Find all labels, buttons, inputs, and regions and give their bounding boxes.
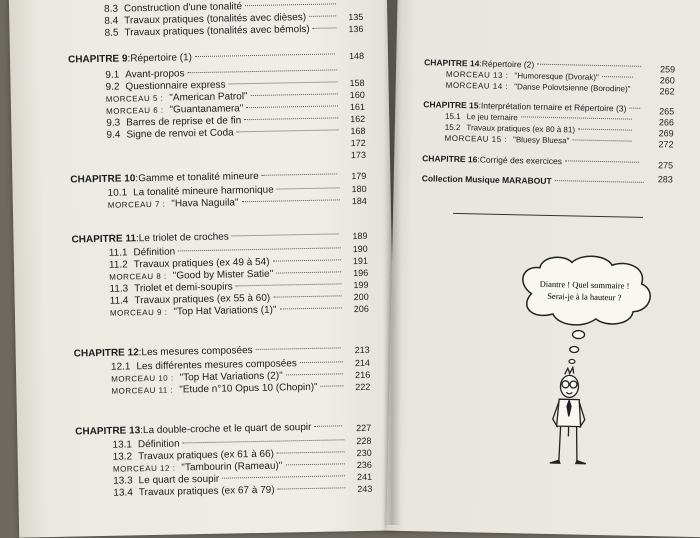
dot-leader [277, 451, 345, 453]
chapter-title: La double-croche et le quart de soupir [143, 422, 312, 436]
dot-leader [555, 180, 644, 183]
entry-title: "Guantanamera" [169, 103, 243, 115]
chapter-heading[interactable] [75, 421, 345, 437]
entry-title: Travaux pratiques (ex 55 à 60) [134, 293, 270, 307]
dot-leader [629, 108, 640, 109]
right-page [386, 0, 700, 537]
entry-number: MORCEAU 11 : [111, 386, 173, 396]
entry-number: MORCEAU 8 : [109, 272, 167, 282]
collection-line[interactable] [422, 173, 647, 188]
chapter-colon: : [136, 233, 139, 244]
page-number: 160 [341, 90, 365, 100]
bubble-text-line2: Serai-je à la hauteur ? [547, 291, 622, 303]
dot-leader [272, 259, 340, 261]
page-number: 272 [649, 139, 673, 150]
page-number: 148 [340, 51, 364, 61]
chapter-colon: : [135, 173, 138, 184]
chapter-label: CHAPITRE 12 [74, 347, 139, 359]
chapter-label: CHAPITRE 9 [68, 53, 128, 65]
page-number: 222 [346, 382, 370, 392]
chapter-colon: : [479, 58, 482, 68]
entry-number: MORCEAU 5 : [106, 94, 164, 104]
entry-number: 15.1 [445, 112, 461, 121]
page-number: 136 [339, 24, 363, 34]
chapter-heading[interactable] [68, 49, 338, 65]
chapter-title: Le triolet de croches [139, 232, 229, 245]
thinking-man-illustration [507, 253, 662, 486]
page-number: 206 [345, 304, 369, 314]
dot-leader [278, 487, 346, 489]
chapter-colon: : [477, 154, 480, 164]
chapter-label: CHAPITRE 15 [423, 99, 478, 110]
dot-leader [565, 160, 639, 163]
dot-leader [183, 439, 345, 443]
entry-number: 11.1 [109, 247, 128, 258]
entry-number: MORCEAU 14 : [446, 81, 509, 91]
toc-entry[interactable] [446, 81, 636, 94]
dot-leader [602, 76, 633, 78]
entry-number: MORCEAU 10 : [111, 374, 174, 384]
entry-title: Signe de renvoi et Coda [126, 127, 233, 140]
entry-title: Travaux pratiques (tonalités avec bémols) [124, 24, 309, 39]
left-page [9, 0, 397, 538]
dot-leader [313, 27, 337, 28]
toc-entry[interactable] [445, 134, 635, 147]
page-number: 216 [346, 370, 370, 380]
entry-title: Travaux pratiques (ex 67 à 79) [139, 485, 275, 499]
thought-bubble [522, 255, 651, 327]
entry-number: 11.3 [109, 283, 128, 294]
chapter-heading[interactable] [71, 229, 341, 245]
page-number: 184 [343, 196, 367, 206]
dot-leader [285, 463, 345, 465]
chapter-label: CHAPITRE 10 [70, 173, 135, 185]
entry-number: 9.3 [106, 118, 120, 129]
entry-title: Le quart de soupir [139, 474, 220, 487]
entry-number: 9.1 [105, 70, 119, 81]
page-number: 172 [342, 138, 366, 148]
page-number: 180 [342, 184, 366, 194]
entry-number: MORCEAU 12 : [113, 464, 176, 474]
chapter-title: Les mesures composées [141, 345, 252, 358]
page-number: 283 [649, 174, 673, 185]
page-number: 190 [344, 244, 368, 254]
page-number: 236 [348, 460, 372, 470]
page-number: 135 [339, 12, 363, 22]
bubble-text-line1: Diantre ! Quel sommaire ! [540, 279, 630, 291]
chapter-title: Gamme et tonalité mineure [138, 171, 259, 184]
entry-title: "Danse Polovtsienne (Borodine)" [514, 82, 631, 93]
entry-title: Construction d'une tonalité [124, 1, 242, 14]
chapter-colon: : [140, 425, 143, 436]
book-gutter [383, 0, 401, 525]
page-number: 266 [650, 117, 674, 128]
dot-leader [521, 116, 632, 119]
dot-leader [277, 187, 340, 189]
collection-label: Collection Musique MARABOUT [422, 173, 552, 186]
dot-leader [321, 385, 344, 386]
dot-leader [279, 307, 341, 309]
entry-title: Travaux pratiques (tonalités avec dièses) [124, 12, 306, 26]
entry-number: 15.2 [445, 123, 461, 132]
page-number: 262 [651, 86, 675, 97]
page-number: 191 [344, 256, 368, 266]
dot-leader [244, 117, 338, 120]
chapter-title: Répertoire (1) [130, 52, 192, 64]
entry-title: Définition [138, 438, 180, 450]
entry-title: "Top Hat Variations (1)" [173, 305, 276, 318]
chapter-label: CHAPITRE 11 [71, 233, 136, 245]
entry-number: MORCEAU 13 : [446, 70, 509, 80]
entry-number: 8.5 [104, 28, 118, 39]
page-number: 189 [343, 231, 367, 241]
page-number: 173 [342, 150, 366, 160]
thought-dot-small [569, 359, 575, 363]
entry-number: 13.1 [112, 439, 132, 450]
dot-leader [245, 3, 336, 6]
chapter-label: CHAPITRE 14 [424, 57, 479, 68]
thought-dot-medium [570, 346, 579, 352]
entry-title: "Bluesy Bluesa" [513, 135, 570, 145]
dot-leader [195, 53, 335, 57]
page-number: 158 [340, 78, 364, 88]
dot-leader [273, 295, 341, 297]
entry-title: Travaux pratiques (ex 49 à 54) [134, 257, 270, 271]
page-number: 161 [341, 102, 365, 112]
entry-number: MORCEAU 7 : [108, 200, 166, 210]
dot-leader [537, 64, 641, 67]
page-number: 196 [344, 268, 368, 278]
dot-leader [309, 15, 336, 17]
dot-leader [178, 247, 341, 251]
entry-title: "Etude n°10 Opus 10 (Chopin)" [179, 382, 318, 396]
dot-leader [286, 373, 343, 375]
page-number: 259 [651, 64, 675, 75]
entry-number: 11.2 [109, 259, 128, 270]
entry-number: 9.2 [105, 82, 119, 93]
entry-title: Avant-propos [125, 68, 184, 80]
chapter-colon: : [127, 53, 130, 64]
entry-number: 13.3 [113, 475, 133, 486]
entry-number: 13.2 [113, 451, 133, 462]
entry-number: 8.4 [104, 16, 118, 27]
entry-title: Travaux pratiques (ex 80 à 81) [466, 123, 575, 134]
chapter-title: Interprétation ternaire et Répertoire (3) [481, 100, 627, 113]
page-number: 275 [649, 160, 673, 171]
thought-dot-large [572, 330, 584, 338]
entry-number: MORCEAU 15 : [445, 134, 508, 144]
entry-title: Les différentes mesures composées [136, 358, 297, 372]
chapter-label: CHAPITRE 13 [75, 425, 140, 437]
dot-leader [300, 361, 343, 363]
chapter-colon: : [478, 100, 481, 110]
page-number: 241 [348, 472, 372, 482]
page-number: 213 [346, 345, 370, 355]
entry-title: Triolet et demi-soupirs [134, 281, 233, 294]
page-number: 243 [348, 484, 372, 494]
chapter-colon: : [139, 347, 142, 358]
separator-rule [453, 213, 643, 218]
chapter-title: Corrigé des exercices [480, 154, 562, 166]
entry-title: "American Patrol" [169, 91, 247, 104]
page-number: 269 [650, 128, 674, 139]
entry-title: La tonalité mineure harmonique [133, 185, 274, 199]
entry-title: "Top Hat Variations (2)" [180, 370, 283, 383]
entry-title: "Good by Mister Satie" [173, 269, 274, 282]
page-number: 168 [341, 126, 365, 136]
entry-title: "Humoresque (Dvorak)" [514, 71, 599, 82]
chapter-heading[interactable] [422, 153, 642, 168]
entry-number: 13.4 [113, 487, 133, 498]
page-number: 230 [348, 448, 372, 458]
dot-leader [229, 81, 338, 84]
dot-leader [314, 425, 342, 427]
chapter-label: CHAPITRE 16 [422, 153, 477, 164]
entry-number: MORCEAU 9 : [110, 308, 168, 318]
page-number: 199 [344, 280, 368, 290]
entry-title: Travaux pratiques (ex 61 à 66) [138, 449, 274, 463]
entry-number: 11.4 [110, 295, 129, 306]
man-figure [550, 367, 588, 464]
dot-leader [241, 199, 339, 202]
dot-leader [572, 139, 631, 141]
dot-leader [251, 93, 338, 96]
page-number: 214 [346, 358, 370, 368]
chapter-heading[interactable] [74, 343, 344, 359]
page-number: 179 [342, 171, 366, 181]
entry-title: Définition [133, 247, 175, 259]
page-number: 227 [347, 423, 371, 433]
entry-title: "Hava Naguila" [171, 197, 238, 209]
entry-title: Questionnaire express [125, 80, 225, 93]
entry-number: MORCEAU 6 : [106, 106, 164, 116]
page-number: 260 [651, 75, 675, 86]
page-number: 200 [345, 292, 369, 302]
chapter-heading[interactable] [70, 169, 340, 185]
page-number: 162 [341, 114, 365, 124]
dot-leader [222, 475, 345, 478]
entry-number: 9.4 [106, 130, 120, 141]
dot-leader [188, 69, 338, 73]
dot-leader [256, 347, 341, 350]
dot-leader [237, 129, 339, 132]
page-number: 265 [650, 106, 674, 117]
dot-leader [578, 129, 632, 131]
dot-leader [246, 105, 338, 108]
entry-title: Barres de reprise et de fin [126, 115, 241, 128]
entry-number: 10.1 [108, 187, 128, 198]
entry-number: 8.3 [104, 4, 118, 15]
dot-leader [276, 271, 341, 273]
entry-title: "Tambourin (Rameau)" [181, 461, 282, 474]
entry-number: 12.1 [111, 361, 131, 372]
dot-leader [232, 233, 339, 236]
entry-title: Le jeu ternaire [467, 112, 518, 122]
chapter-title: Répertoire (2) [482, 58, 535, 69]
dot-leader [262, 173, 338, 175]
dot-leader [236, 283, 342, 286]
page-number: 228 [347, 436, 371, 446]
